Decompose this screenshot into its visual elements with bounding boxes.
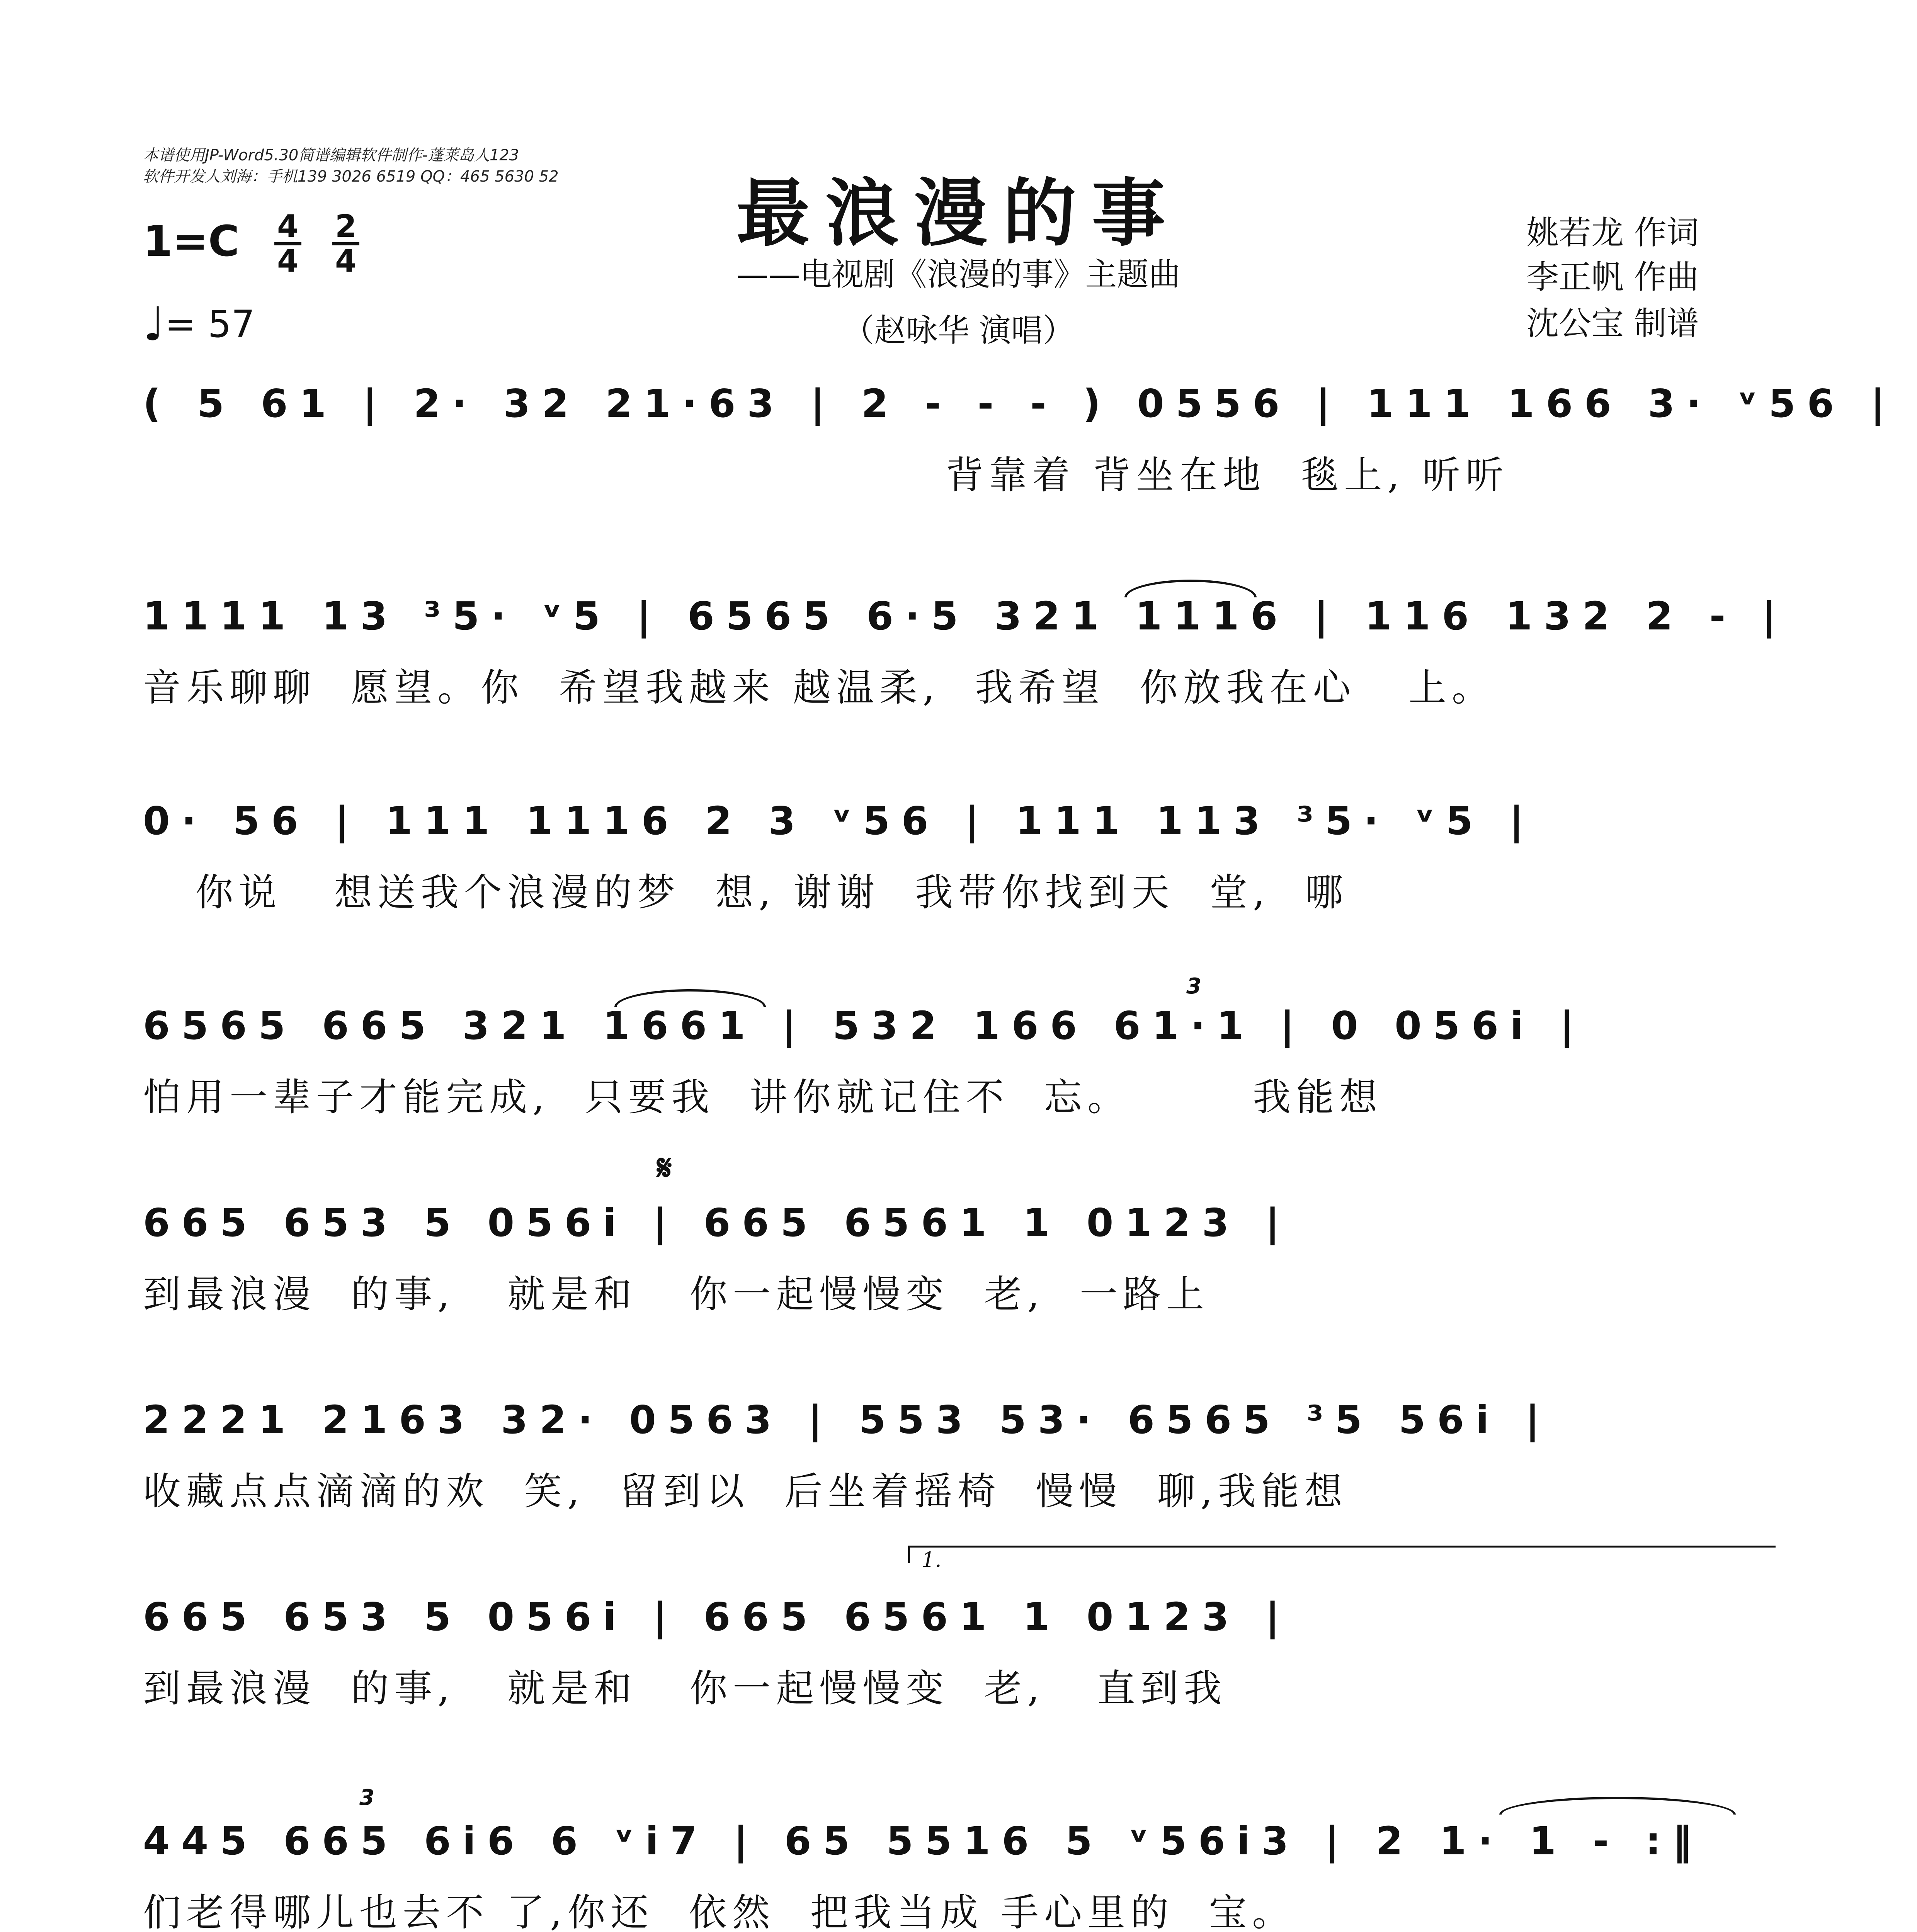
notation-line: 665 653 5 056i | 665 6561 1 0123 | — [143, 1200, 1291, 1245]
score-system — [128, 974, 1789, 1148]
song-title: 最浪漫的事 — [736, 170, 1181, 256]
singer-credit: （赵咏华 演唱） — [842, 312, 1075, 349]
lyric-line: 你说 想送我个浪漫的梦 想, 谢谢 我带你找到天 堂, 哪 — [143, 871, 1349, 915]
meter-numerator: 4 — [274, 211, 301, 245]
volta-label: 1. — [922, 1548, 942, 1572]
time-signature-2-4 — [332, 208, 359, 279]
song-subtitle: ——电视剧《浪漫的事》主题曲 — [737, 256, 1180, 293]
notation-line: 445 665 6i6 6 ᵛi7 | 65 5516 5 ᵛ56i3 | 2 1· 1 - :‖ — [143, 1818, 1704, 1864]
lyric-line: 到最浪漫 的事, 就是和 你一起慢慢变 老, 直到我 — [143, 1667, 1227, 1711]
score-system — [128, 1785, 1789, 1932]
lyric-line: 怕用一辈子才能完成, 只要我 讲你就记住不 忘。 我能想 — [143, 1075, 1383, 1119]
score-system — [128, 371, 1897, 526]
quarter-note-icon: ♩ — [143, 298, 165, 351]
notation-line: 2221 2163 32· 0563 | 553 53· 6565 ³5 56i | — [143, 1397, 1551, 1442]
tempo-marking — [143, 298, 255, 351]
time-signature-4-4 — [274, 208, 301, 279]
score-system — [128, 788, 1789, 943]
key-signature: 1=C — [143, 216, 240, 266]
lyric-line: 音乐聊聊 愿望。你 希望我越来 越温柔, 我希望 你放我在心 上。 — [143, 666, 1495, 710]
lyric-line: 到最浪漫 的事, 就是和 你一起慢慢变 老, 一路上 — [143, 1272, 1210, 1316]
score-system — [128, 583, 1789, 738]
meter-denominator: 4 — [335, 243, 357, 279]
meter-numerator: 2 — [332, 211, 359, 245]
triplet-mark: 3 — [1186, 974, 1201, 999]
lyric-line: 背靠着 背坐在地 毯上, 听听 — [143, 453, 1509, 497]
software-credit: 本谱使用JP-Word5.30简谱编辑软件制作-蓬莱岛人123 — [143, 146, 519, 164]
triplet-mark: 3 — [359, 1785, 374, 1810]
notation-line: ( 5 61 | 2· 32 21·63 | 2 - - - ) 0556 | 111 166 3· ᵛ56 | — [143, 381, 1897, 426]
notation-line: 6565 665 321 1661 | 532 166 61·1 | 0 056i | — [143, 1003, 1586, 1048]
meter-denominator: 4 — [277, 243, 299, 279]
composer-credit: 李正帆 作曲 — [1526, 258, 1699, 296]
notation-line: 665 653 5 056i | 665 6561 1 0123 | — [143, 1594, 1291, 1639]
lyric-line: 们老得哪儿也去不 了,你还 依然 把我当成 手心里的 宝。 — [143, 1891, 1296, 1932]
lyricist-credit: 姚若龙 作词 — [1526, 214, 1699, 252]
tempo-value: = 57 — [165, 303, 255, 346]
first-ending-bracket — [908, 1546, 1776, 1572]
notation-line: 1111 13 ³5· ᵛ5 | 6565 6·5 321 1116 | 116 132 2 - | — [143, 594, 1788, 639]
score-system — [128, 1548, 1789, 1739]
score-system — [128, 1387, 1789, 1542]
developer-credit: 软件开发人刘海：手机139 3026 6519 QQ：465 5630 52 — [143, 168, 559, 185]
segno-sign: 𝄋 — [657, 1148, 672, 1188]
score-system — [128, 1148, 1789, 1345]
lyric-line: 收藏点点滴滴的欢 笑, 留到以 后坐着摇椅 慢慢 聊,我能想 — [143, 1469, 1348, 1514]
arranger-credit: 沈公宝 制谱 — [1526, 304, 1699, 342]
notation-line: 0· 56 | 111 1116 2 3 ᵛ56 | 111 113 ³5· ᵛ5 | — [143, 798, 1535, 844]
